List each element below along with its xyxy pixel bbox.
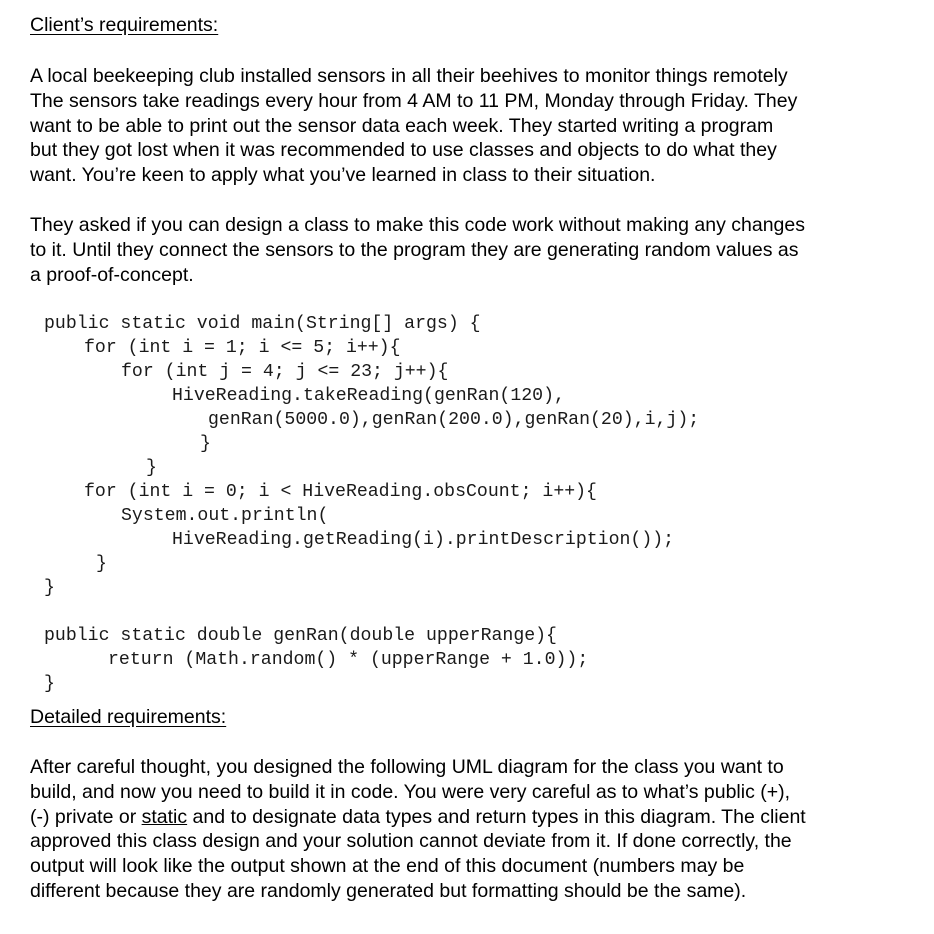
intro-line: The sensors take readings every hour from 4 AM to 11 PM, Monday through Friday. They xyxy=(30,89,798,112)
code-line: System.out.println( xyxy=(121,506,329,526)
intro-line: want to be able to print out the sensor data each week. They started writing a program xyxy=(30,114,774,137)
code-line: } xyxy=(200,434,211,454)
code-line: } xyxy=(44,578,55,598)
request-paragraph xyxy=(30,213,875,287)
code-line: for (int i = 1; i <= 5; i++){ xyxy=(84,338,401,358)
code-line: genRan(5000.0),genRan(200.0),genRan(20),i,j); xyxy=(208,410,700,430)
detailed-requirements-heading: Detailed requirements: xyxy=(30,706,227,728)
uml-line: approved this class design and your solution cannot deviate from it. If done correctly, the xyxy=(30,830,792,853)
code-line: } xyxy=(44,674,55,694)
code-line: return (Math.random() * (upperRange + 1.0)); xyxy=(108,650,589,670)
intro-line: want. You’re keen to apply what you’ve learned in class to their situation. xyxy=(30,164,656,187)
code-line: HiveReading.takeReading(genRan(120), xyxy=(172,386,565,406)
static-keyword: static xyxy=(141,805,188,828)
code-line: } xyxy=(96,554,107,574)
request-line: a proof-of-concept. xyxy=(30,263,194,286)
intro-paragraph xyxy=(30,64,875,188)
uml-line: different because they are randomly generated but formatting should be the same). xyxy=(30,879,747,902)
uml-line-start: (-) private or xyxy=(30,805,142,828)
request-line: They asked if you can design a class to make this code work without making any changes xyxy=(30,214,805,236)
uml-line: output will look like the output shown at the end of this document (numbers may be xyxy=(30,855,745,878)
code-line: public static double genRan(double upperRange){ xyxy=(44,626,557,646)
uml-line: After careful thought, you designed the following UML diagram for the class you want to xyxy=(30,756,784,778)
request-line: to it. Until they connect the sensors to the program they are generating random values as xyxy=(30,238,799,261)
client-requirements-heading: Client’s requirements: xyxy=(30,14,219,36)
code-line: for (int i = 0; i < HiveReading.obsCount; i++){ xyxy=(84,482,597,502)
uml-paragraph xyxy=(30,755,875,904)
uml-line-end: and to designate data types and return types in this diagram. The client xyxy=(187,805,806,828)
intro-line: A local beekeeping club installed sensors in all their beehives to monitor things remotely xyxy=(30,65,788,87)
intro-line: but they got lost when it was recommended to use classes and objects to do what they xyxy=(30,139,777,162)
code-line: } xyxy=(146,458,157,478)
uml-line: build, and now you need to build it in code. You were very careful as to what’s public (+), xyxy=(30,780,791,803)
code-line: HiveReading.getReading(i).printDescription()); xyxy=(172,530,675,550)
code-line: public static void main(String[] args) { xyxy=(44,314,481,334)
uml-line xyxy=(30,805,875,830)
code-line: for (int j = 4; j <= 23; j++){ xyxy=(121,362,449,382)
